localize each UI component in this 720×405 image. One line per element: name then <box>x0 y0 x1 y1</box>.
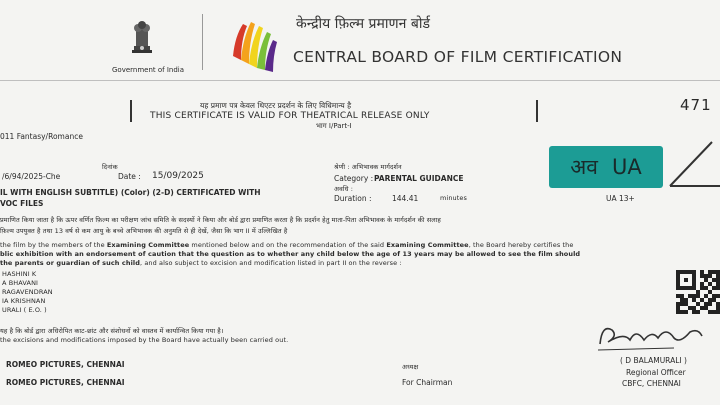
member-name: HASHINI K <box>2 270 37 278</box>
category-hindi: श्रेणी : अभिभावक मार्गदर्शन <box>334 163 402 171</box>
category-value: PARENTAL GUIDANCE <box>374 174 464 183</box>
rating-code: UA <box>611 155 642 179</box>
national-emblem-icon <box>126 18 158 58</box>
body-english-line3: the parents or guardian of such child, and also subject to excision and modification listed in part II on the reverse : <box>0 259 402 267</box>
category-label: Category : <box>334 174 374 183</box>
rating-badge <box>549 146 663 188</box>
board-name-hindi: केन्द्रीय फ़िल्म प्रमाणन बोर्ड <box>296 16 430 32</box>
duration-unit: minutes <box>440 194 468 202</box>
date-value: 15/09/2025 <box>152 171 204 181</box>
validity-right-bar <box>536 100 538 122</box>
member-name: IA KRISHNAN <box>2 297 46 305</box>
duration-label: Duration : <box>334 194 372 203</box>
validity-hindi: यह प्रमाण पत्र केवल थिएटर प्रदर्शन के लिए विधिमान्य है <box>200 101 352 110</box>
excision-hindi: यह है कि बोर्ड द्वारा अधिरोपित काट-छांट और संशोधनों को वास्तव में कार्यान्वित किया गया है। <box>0 327 224 335</box>
certificate-number: 471 <box>680 96 712 114</box>
qr-code-icon <box>676 270 720 316</box>
for-chairman: For Chairman <box>402 378 453 387</box>
body-english-line1: the film by the members of the Examining Committee mentioned below and on the recommendation of the said Examining Committee, the Board hereby certifies the <box>0 241 574 249</box>
film-format-line1: IL WITH ENGLISH SUBTITLE) (Color) (2-D) CERTIFICATED WITH <box>0 188 261 197</box>
body-english-line2: blic exhibition with an endorsement of caution that the question as to whether any child below the age of 13 years may be allowed to see the film should <box>0 250 581 258</box>
film-genre: 011 Fantasy/Romance <box>0 132 83 141</box>
date-label-hindi: दिनांक <box>102 163 118 171</box>
officer-name: ( D BALAMURALI ) <box>620 356 687 365</box>
header-divider <box>202 14 203 70</box>
rating-hindi: अव <box>570 155 598 179</box>
officer-office: CBFC, CHENNAI <box>622 379 681 388</box>
cbfc-logo-icon <box>229 16 279 74</box>
officer-title: Regional Officer <box>626 368 686 377</box>
board-name-english: CENTRAL BOARD OF FILM CERTIFICATION <box>293 48 623 66</box>
cert-ref-number: /6/94/2025-Che <box>2 172 61 181</box>
validity-english: THIS CERTIFICATE IS VALID FOR THEATRICAL RELEASE ONLY <box>150 111 430 121</box>
rating-label: UA 13+ <box>606 194 635 203</box>
duration-value: 144.41 <box>392 194 419 203</box>
body-hindi-line2: फ़िल्म उपयुक्त है तथा 13 वर्ष से कम आयु के बच्चे अभिभावक की अनुमति से ही देखें, जैसा कि भाग II में उल्लिखित है <box>0 227 288 235</box>
film-format-line2: VOC FILES <box>0 199 44 208</box>
warning-triangle-icon <box>668 140 720 188</box>
officer-signature <box>594 318 706 354</box>
member-name: URALI ( E.O. ) <box>2 306 47 314</box>
header-rule <box>0 80 720 81</box>
chairman-hindi: अध्यक्ष <box>402 363 419 371</box>
applicant-name: ROMEO PICTURES, CHENNAI <box>6 360 125 369</box>
member-name: RAGAVENDRAN <box>2 288 53 296</box>
member-name: A BHAVANI <box>2 279 39 287</box>
excision-english: the excisions and modifications imposed by the Board have actually been carried out. <box>0 336 289 344</box>
part-label: भाग I/Part-I <box>316 122 352 130</box>
date-label: Date : <box>118 172 141 181</box>
applicant-name: ROMEO PICTURES, CHENNAI <box>6 378 125 387</box>
duration-hindi: अवधि : <box>334 185 354 193</box>
validity-left-bar <box>130 100 132 122</box>
emblem-caption: Government of India <box>112 66 185 74</box>
body-hindi-line1: प्रमाणित किया जाता है कि ऊपर वर्णित फ़िल्म का परीक्षण जांच समिति के सदस्यों ने किया और बोर्ड द्वारा प्रमाणित करता है कि प्रदर्शन हेतु माता-पिता अभिभावक के मार्गदर्शन की सलाह <box>0 216 441 224</box>
